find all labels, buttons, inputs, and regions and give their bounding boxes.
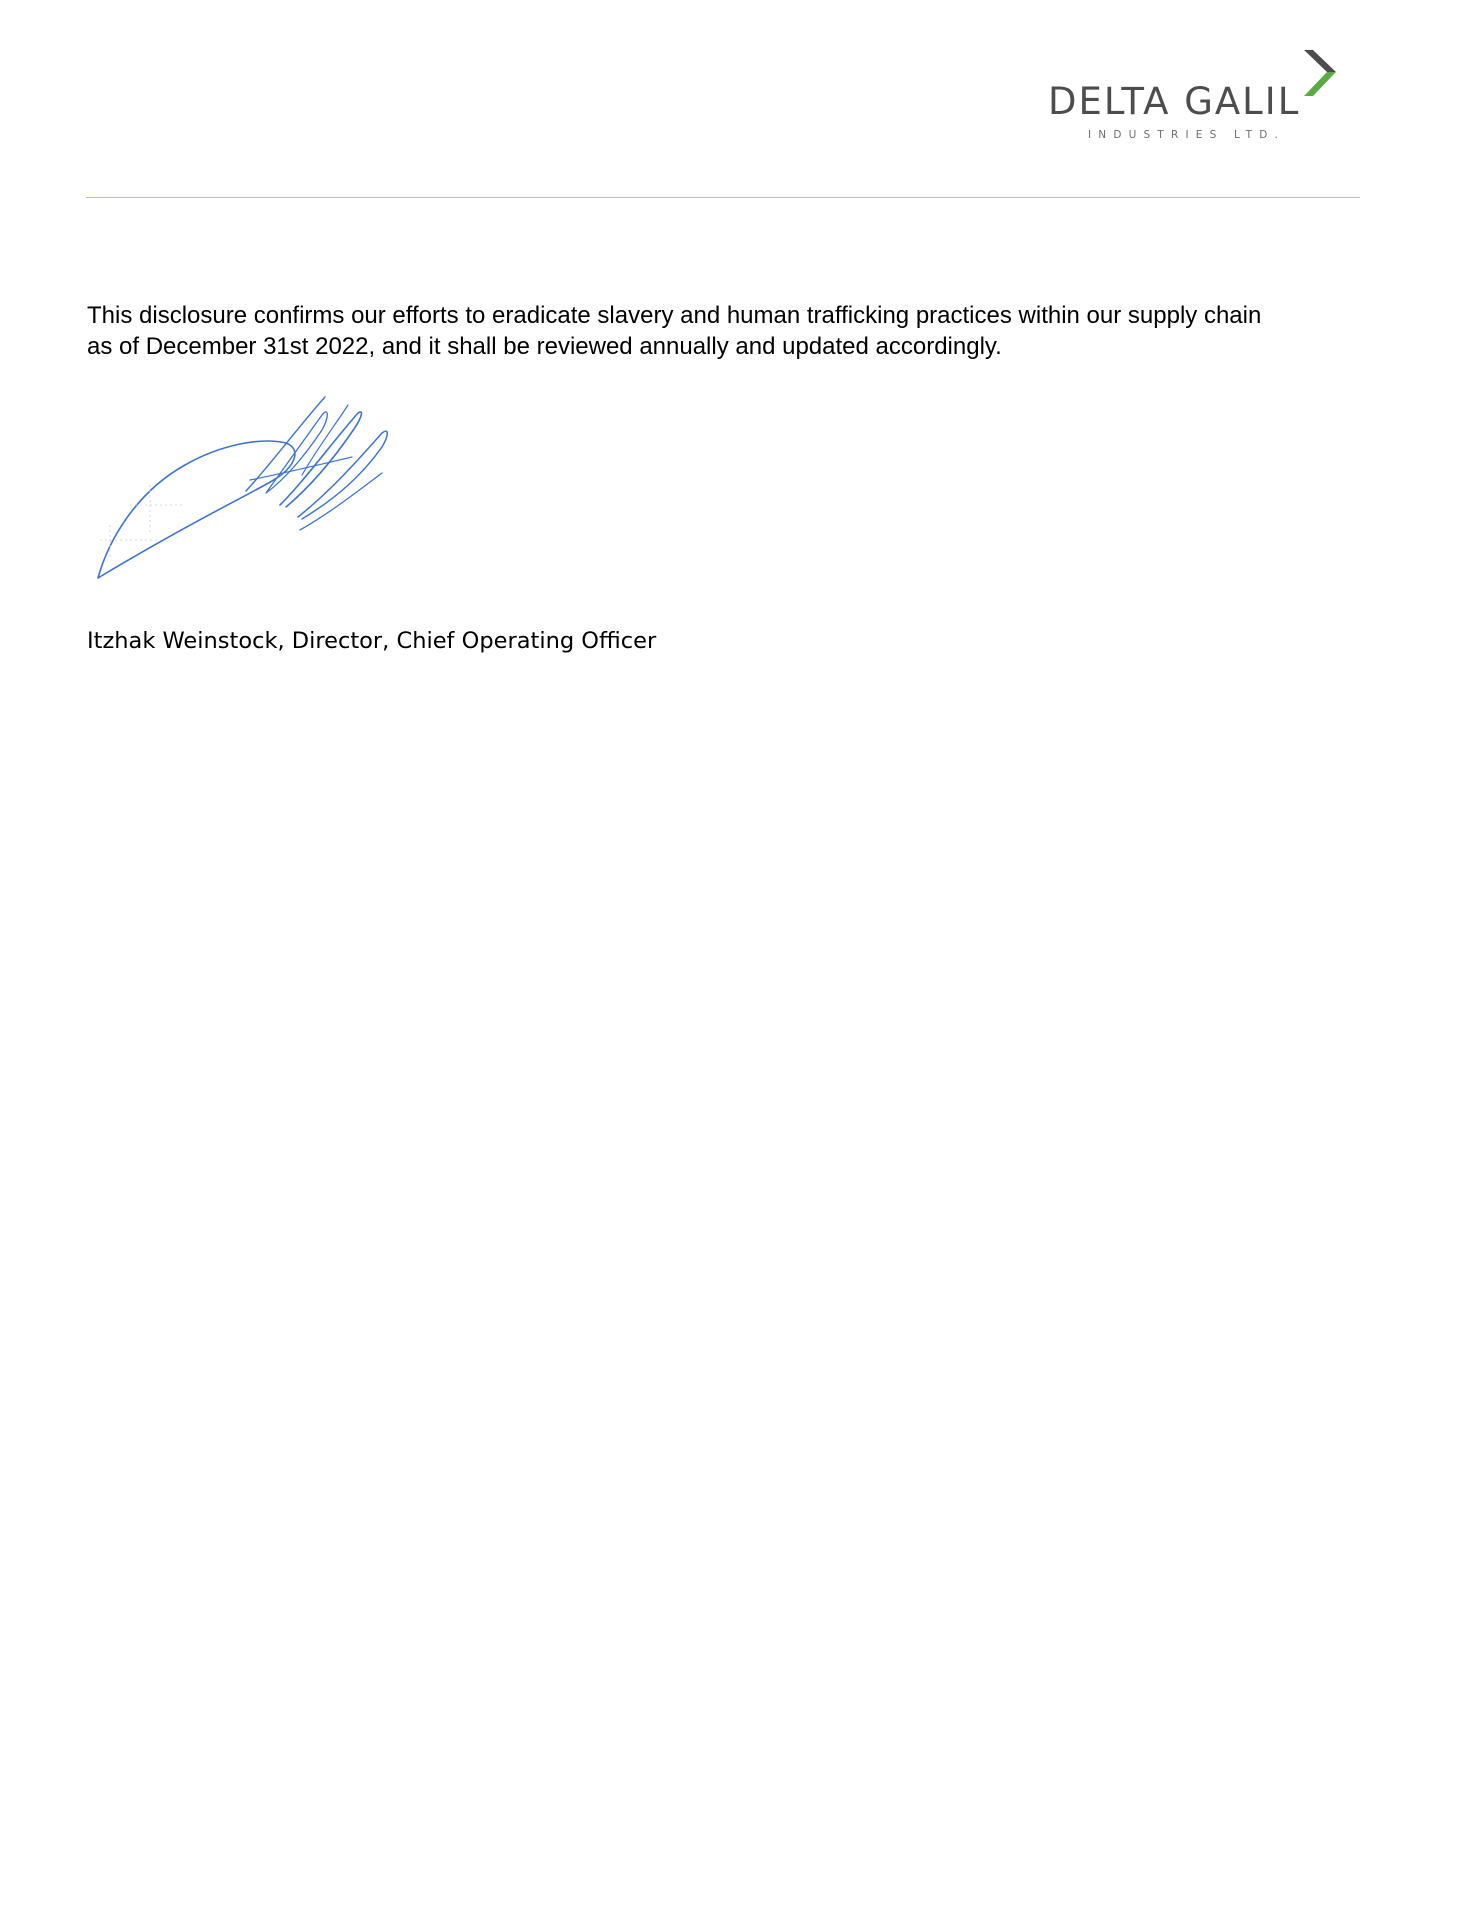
company-logo <box>1040 50 1340 150</box>
statement-line-1: This disclosure confirms our efforts to eradicate slavery and human trafficking practices within our supply chain <box>87 302 1262 329</box>
signatory-name-title: Itzhak Weinstock, Director, Chief Operating Officer <box>87 628 657 654</box>
statement-line-2: as of December 31st 2022, and it shall be reviewed annually and updated accordingly. <box>87 333 1002 360</box>
disclosure-statement <box>87 300 1347 362</box>
logo-chevron-icon <box>1304 50 1336 96</box>
header-divider <box>86 197 1360 198</box>
logo-wordmark: DELTA GALIL <box>1048 80 1301 123</box>
handwritten-signature <box>90 385 420 590</box>
logo-subtitle: INDUSTRIES LTD. <box>1088 129 1286 141</box>
